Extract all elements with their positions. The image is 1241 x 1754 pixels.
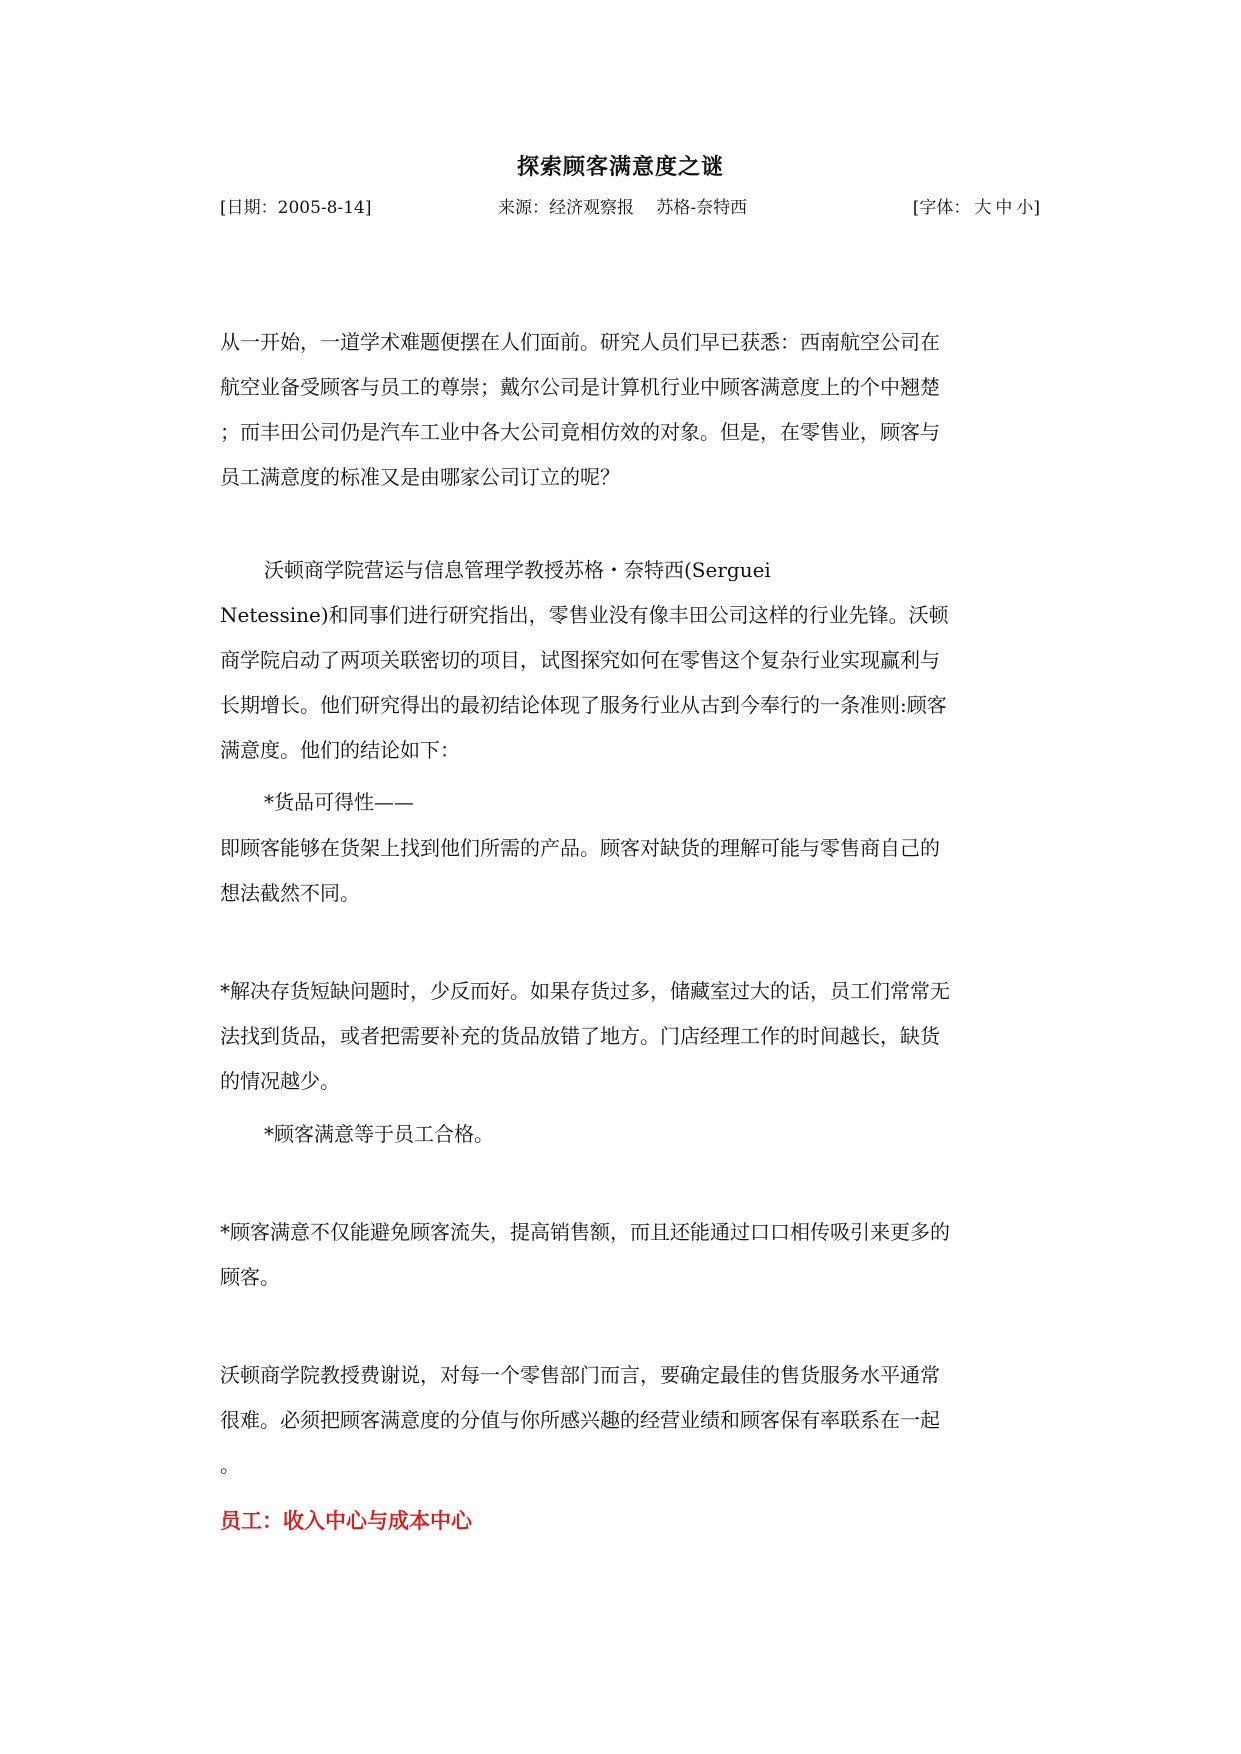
paragraph-line: 从一开始，一道学术难题便摆在人们面前。研究人员们早已获悉：西南航空公司在 [220, 330, 940, 354]
paragraph-line: 航空业备受顾客与员工的尊崇；戴尔公司是计算机行业中顾客满意度上的个中翘楚 [220, 375, 940, 399]
paragraph-7 [220, 1210, 1030, 1300]
paragraph-line: 员工满意度的标准又是由哪家公司订立的呢？ [220, 465, 620, 489]
paragraph-2 [220, 548, 1030, 773]
paragraph-line: 法找到货品，或者把需要补充的货品放错了地方。门店经理工作的时间越长，缺货 [220, 1024, 940, 1048]
font-size-small-link[interactable]: 小 [1016, 198, 1034, 218]
paragraph-line: 商学院启动了两项关联密切的项目，试图探究如何在零售这个复杂行业实现赢利与 [220, 648, 940, 672]
paragraph-line: 的情况越少。 [220, 1069, 340, 1093]
article-meta [220, 193, 1040, 219]
section-heading: 员工：收入中心与成本中心 [220, 1508, 472, 1533]
paragraph-line: *顾客满意不仅能避免顾客流失，提高销售额，而且还能通过口口相传吸引来更多的 [220, 1220, 950, 1244]
paragraph-8 [220, 1353, 1030, 1488]
bullet-goods-availability [220, 780, 1030, 825]
paragraph-line: 长期增长。他们研究得出的最初结论体现了服务行业从古到今奉行的一条准则:顾客 [220, 693, 947, 717]
paragraph-line: 很难。必须把顾客满意度的分值与你所感兴趣的经营业绩和顾客保有率联系在一起 [220, 1408, 940, 1432]
paragraph-line: 想法截然不同。 [220, 881, 360, 905]
article-source: 来源：经济观察报 苏格-奈特西 [498, 198, 748, 218]
paragraph-line: Netessine)和同事们进行研究指出，零售业没有像丰田公司这样的行业先锋。沃顿 [220, 603, 949, 627]
font-size-label: [字体： [912, 198, 971, 218]
bullet-staff-qualified [220, 1112, 1030, 1157]
paragraph-5 [220, 969, 1030, 1104]
paragraph-1 [220, 320, 1030, 500]
paragraph-line: 满意度。他们的结论如下： [220, 738, 460, 762]
article-title: 探索顾客满意度之谜 [516, 154, 724, 180]
font-size-control [913, 193, 1040, 218]
paragraph-4 [220, 826, 1030, 916]
font-size-close-bracket: ] [1033, 198, 1040, 218]
paragraph-line: *解决存货短缺问题时，少反而好。如果存货过多，储藏室过大的话，员工们常常无 [220, 979, 950, 1003]
paragraph-line: *顾客满意等于员工合格。 [264, 1122, 494, 1146]
publish-date: [日期：2005-8-14] [220, 198, 372, 218]
paragraph-line: 即顾客能够在货架上找到他们所需的产品。顾客对缺货的理解可能与零售商自己的 [220, 836, 940, 860]
paragraph-line: 顾客。 [220, 1265, 280, 1289]
paragraph-line: 沃顿商学院营运与信息管理学教授苏格・奈特西(Serguei [264, 558, 771, 582]
paragraph-line: ；而丰田公司仍是汽车工业中各大公司竟相仿效的对象。但是，在零售业，顾客与 [220, 420, 940, 444]
paragraph-line: 沃顿商学院教授费谢说，对每一个零售部门而言，要确定最佳的售货服务水平通常 [220, 1363, 940, 1387]
paragraph-line: 。 [220, 1453, 240, 1477]
paragraph-line: *货品可得性—— [264, 790, 414, 814]
font-size-large-link[interactable]: 大 [974, 198, 992, 218]
font-size-medium-link[interactable]: 中 [995, 198, 1013, 218]
